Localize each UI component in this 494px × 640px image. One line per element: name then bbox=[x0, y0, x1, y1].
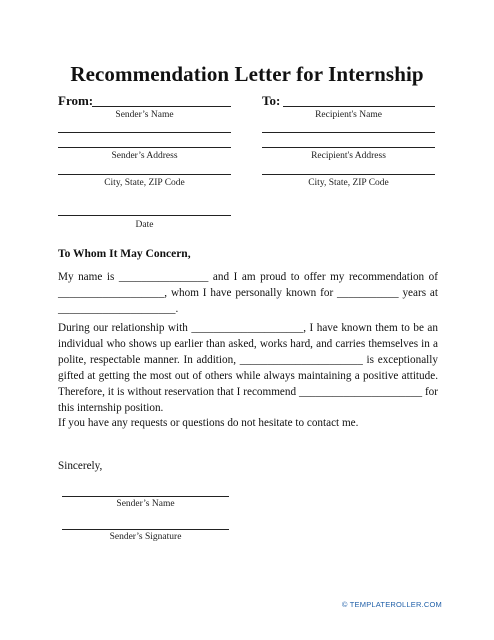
closing: Sincerely, bbox=[58, 460, 103, 472]
recipient-address-caption: Recipient's Address bbox=[311, 151, 386, 161]
document-title: Recommendation Letter for Internship bbox=[70, 62, 424, 86]
recipient-city-caption: City, State, ZIP Code bbox=[308, 178, 389, 188]
recipient-name-field[interactable] bbox=[283, 106, 435, 107]
sender-name-field[interactable] bbox=[92, 106, 231, 107]
paragraph-1: My name is ________________ and I am proud to offer my recommendation of ___________________, whom I have personally known for ___________ years at _____________________. bbox=[58, 271, 438, 315]
salutation: To Whom It May Concern, bbox=[58, 248, 191, 260]
sender-name-caption: Sender’s Name bbox=[115, 110, 174, 120]
from-label: From: bbox=[58, 93, 94, 108]
date-caption: Date bbox=[135, 220, 154, 230]
recipient-name-caption: Recipient's Name bbox=[315, 110, 382, 120]
signature-name-caption: Sender’s Name bbox=[116, 499, 175, 509]
date-field[interactable] bbox=[58, 215, 231, 216]
signature-caption: Sender’s Signature bbox=[109, 532, 182, 542]
sender-address-caption: Sender’s Address bbox=[111, 151, 178, 161]
recipient-address-line-2[interactable] bbox=[262, 147, 435, 148]
recipient-city-field[interactable] bbox=[262, 174, 435, 175]
sender-city-field[interactable] bbox=[58, 174, 231, 175]
signature-name-field[interactable] bbox=[62, 496, 229, 497]
paragraph-2: During our relationship with ____________________, I have known them to be an individual who shows up earlier than asked, works hard, and carries themselves in a polite, respectable manner. In addition, ______________________ is exceptionally gifted at getting the most out of others while always maintaining a positive attitude. Therefore, it is without reservation that I recommend ______________________ for this internship position. bbox=[58, 322, 438, 414]
recipient-address-line-1[interactable] bbox=[262, 132, 435, 133]
paragraph-3: If you have any requests or questions do not hesitate to contact me. bbox=[58, 417, 359, 429]
to-label: To: bbox=[262, 93, 281, 108]
sender-address-line-2[interactable] bbox=[58, 147, 231, 148]
footer-credit[interactable]: © TEMPLATEROLLER.COM bbox=[341, 600, 442, 609]
signature-field[interactable] bbox=[62, 529, 229, 530]
sender-city-caption: City, State, ZIP Code bbox=[104, 178, 185, 188]
sender-address-line-1[interactable] bbox=[58, 132, 231, 133]
